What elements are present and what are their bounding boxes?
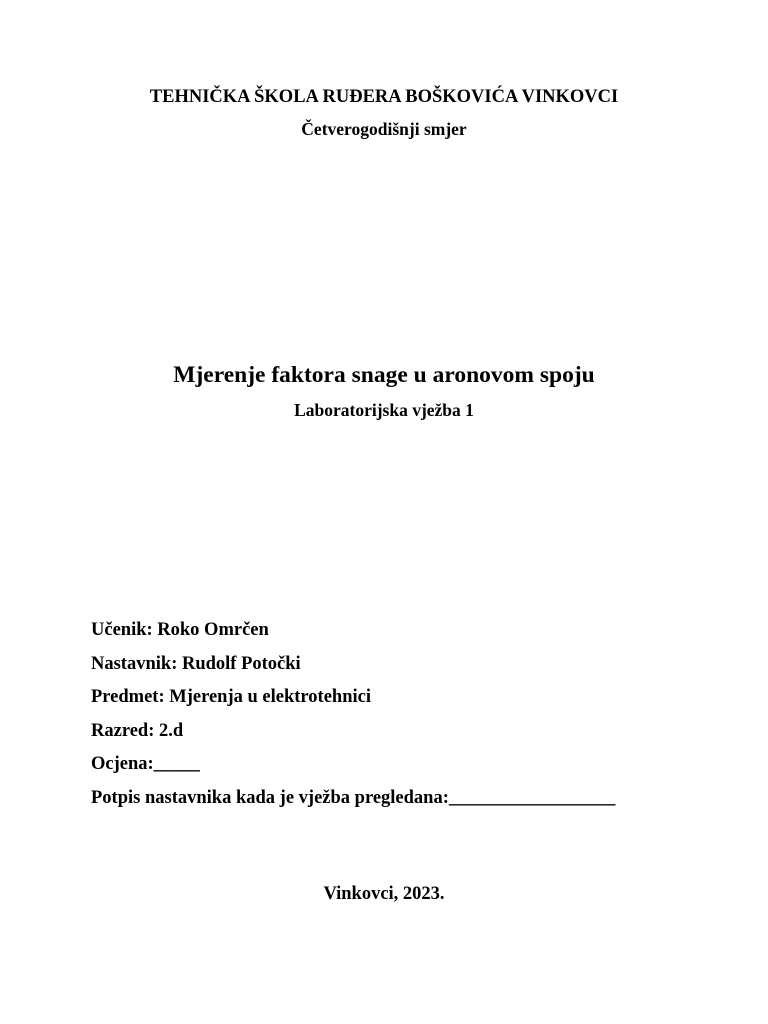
- document-title: Mjerenje faktora snage u aronovom spoju: [173, 362, 595, 388]
- info-list: [91, 620, 615, 821]
- teacher-line: Nastavnik: Rudolf Potočki: [91, 653, 301, 674]
- student-line: Učenik: Roko Omrčen: [91, 620, 269, 640]
- school-track: Četverogodišnji smjer: [301, 119, 467, 139]
- grade-line: Ocjena:_____: [91, 754, 200, 774]
- school-name: TEHNIČKA ŠKOLA RUĐERA BOŠKOVIĆA VINKOVCI: [149, 87, 619, 107]
- class-line: Razred: 2.d: [91, 720, 184, 741]
- place-date: Vinkovci, 2023.: [323, 884, 445, 904]
- signature-line: Potpis nastavnika kada je vježba pregledana:__________________: [91, 787, 616, 808]
- document-subtitle: Laboratorijska vježba 1: [294, 400, 474, 420]
- subject-line: Predmet: Mjerenja u elektrotehnici: [91, 687, 371, 707]
